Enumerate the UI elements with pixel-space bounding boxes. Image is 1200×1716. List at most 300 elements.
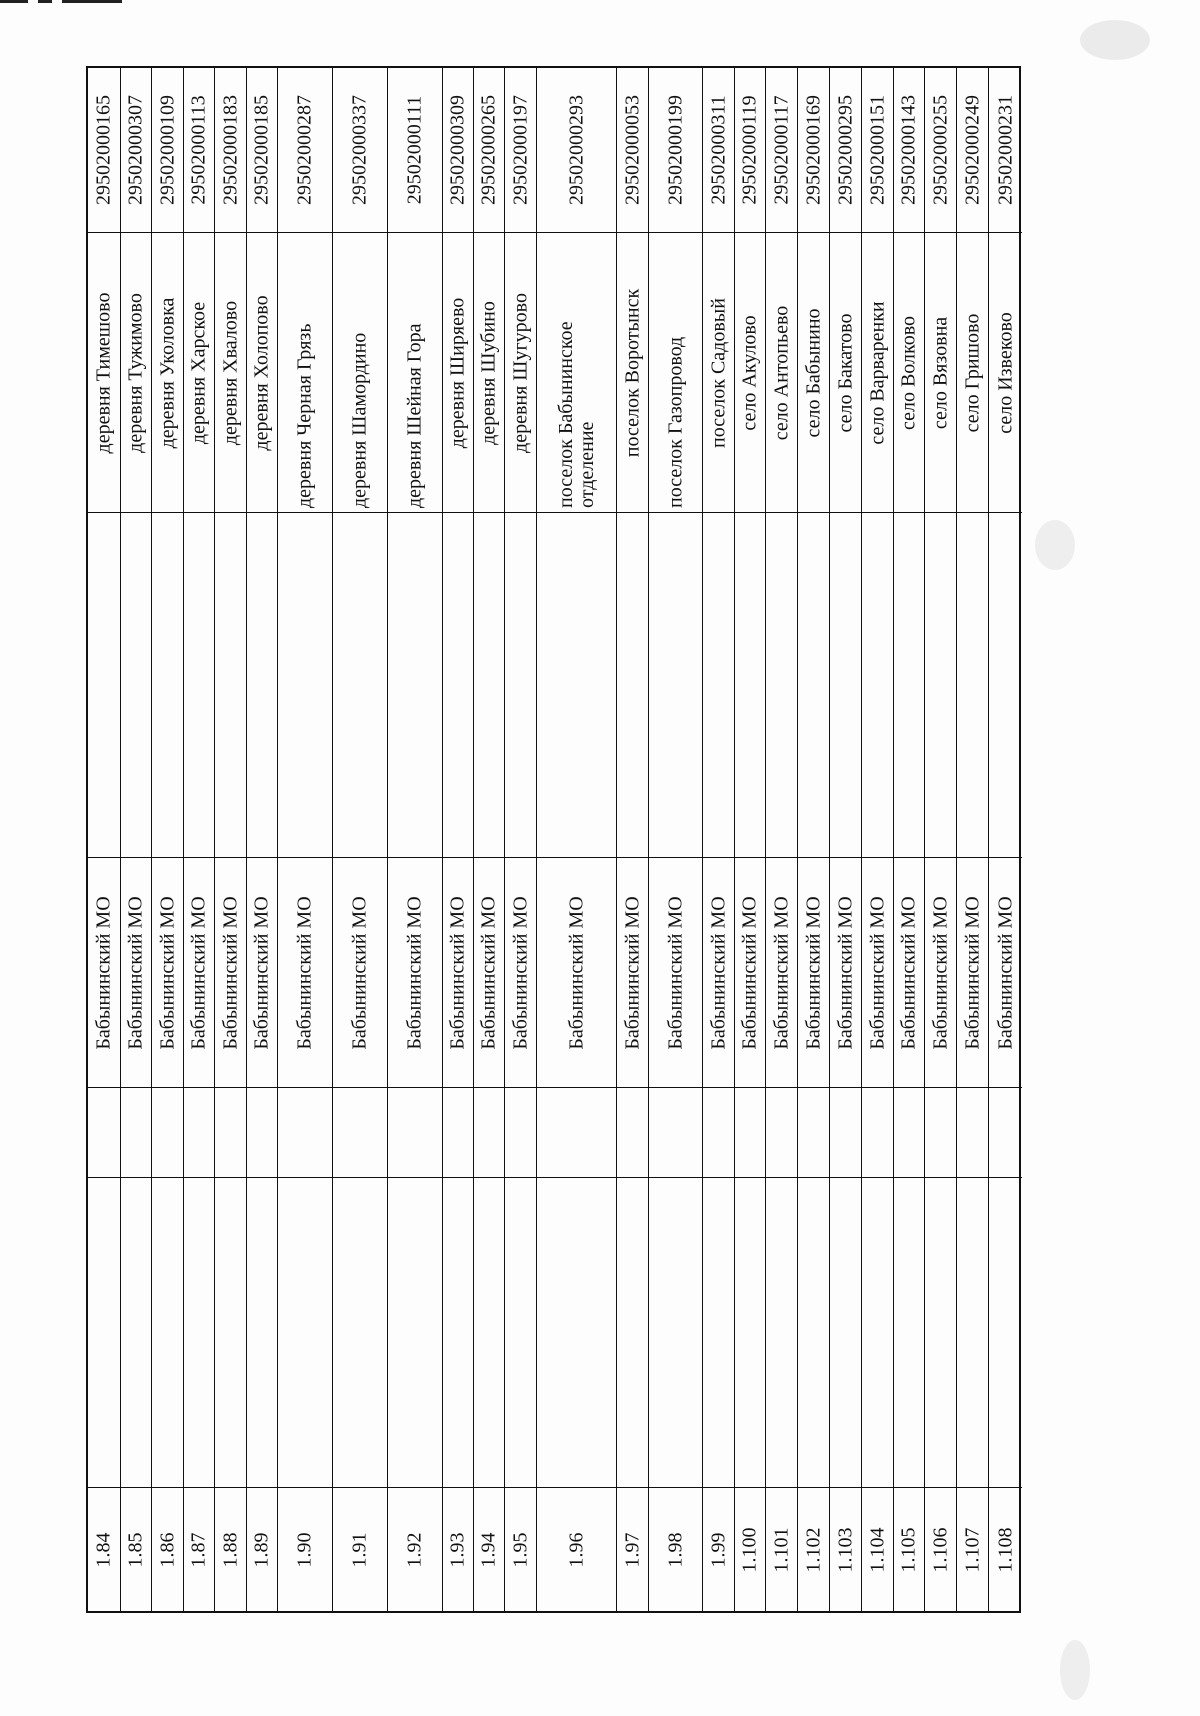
- cell-district-text: Бабынинский МО: [293, 895, 316, 1050]
- cell-empty: [505, 1178, 536, 1488]
- table-row: [798, 68, 830, 1611]
- cell-code: [247, 68, 277, 233]
- table-row: [474, 68, 505, 1611]
- table-row: [957, 68, 989, 1611]
- cell-empty: [617, 513, 648, 858]
- cell-empty: [925, 1178, 956, 1488]
- cell-empty: [894, 1178, 924, 1488]
- cell-num-text: 1.91: [348, 1532, 371, 1567]
- cell-code: [121, 68, 151, 233]
- cell-locality: [121, 233, 151, 513]
- cell-num: [247, 1488, 277, 1611]
- cell-num: [184, 1488, 214, 1611]
- cell-num-text: 1.99: [707, 1532, 729, 1567]
- table-row: [121, 68, 152, 1611]
- cell-locality-text: деревня Шубино: [477, 300, 500, 445]
- cell-num: [121, 1488, 151, 1611]
- cell-num-text: 1.108: [994, 1527, 1016, 1572]
- cell-code: [989, 68, 1022, 233]
- cell-district-text: Бабынинский МО: [565, 895, 587, 1050]
- cell-locality-text: село Гришово: [961, 313, 983, 432]
- cell-empty: [247, 1178, 277, 1488]
- cell-num-text: 1.107: [961, 1527, 983, 1572]
- cell-empty: [649, 1088, 702, 1178]
- scan-noise: [1080, 20, 1150, 60]
- cell-empty: [152, 1088, 183, 1178]
- cell-locality-text: деревня Шейная Гора: [403, 323, 426, 508]
- cell-num-text: 1.85: [124, 1532, 147, 1567]
- cell-locality: [215, 233, 246, 513]
- cell-empty: [537, 1178, 616, 1488]
- table-row: [989, 68, 1022, 1611]
- cell-num: [766, 1488, 797, 1611]
- cell-locality: [333, 233, 387, 513]
- cell-code-text: 29502000199: [664, 95, 686, 205]
- cell-locality: [766, 233, 797, 513]
- cell-empty: [474, 1178, 504, 1488]
- table-row: [735, 68, 766, 1611]
- cell-code: [88, 68, 120, 233]
- cell-num-text: 1.95: [509, 1532, 531, 1567]
- cell-empty: [333, 1088, 387, 1178]
- cell-district: [649, 858, 702, 1088]
- cell-num: [505, 1488, 536, 1611]
- cell-num: [957, 1488, 988, 1611]
- cell-empty: [121, 1178, 151, 1488]
- cell-empty: [957, 1178, 988, 1488]
- cell-code: [798, 68, 829, 233]
- cell-num-text: 1.88: [219, 1532, 241, 1567]
- cell-locality-text: деревня Харское: [187, 301, 210, 444]
- cell-district-text: Бабынинский МО: [446, 895, 469, 1050]
- cell-code-text: 29502000255: [929, 95, 951, 205]
- cell-empty: [957, 1088, 988, 1178]
- cell-empty: [735, 513, 765, 858]
- cell-empty: [894, 1088, 924, 1178]
- table-row: [925, 68, 957, 1611]
- cell-empty: [278, 513, 332, 858]
- cell-num-text: 1.100: [738, 1527, 761, 1572]
- cell-empty: [989, 1088, 1022, 1178]
- cell-num: [830, 1488, 861, 1611]
- cell-locality: [278, 233, 332, 513]
- cell-code: [333, 68, 387, 233]
- cell-code: [505, 68, 536, 233]
- table-row: [152, 68, 184, 1611]
- scan-edge-mark: [0, 0, 28, 3]
- cell-locality-text: село Вязовна: [929, 316, 951, 429]
- cell-num: [215, 1488, 246, 1611]
- cell-code-text: 29502000165: [92, 95, 115, 205]
- cell-empty: [989, 513, 1022, 858]
- cell-district-text: Бабынинский МО: [961, 895, 983, 1050]
- cell-empty: [88, 1088, 120, 1178]
- cell-num-text: 1.86: [156, 1532, 178, 1567]
- cell-locality-text: деревня Шамордино: [348, 332, 371, 508]
- cell-code-text: 29502000117: [770, 95, 792, 205]
- cell-locality-text: поселок Воротынск: [621, 288, 643, 457]
- table-row: [894, 68, 925, 1611]
- cell-district: [474, 858, 504, 1088]
- cell-empty: [703, 1088, 734, 1178]
- cell-num: [735, 1488, 765, 1611]
- cell-num: [925, 1488, 956, 1611]
- cell-empty: [766, 513, 797, 858]
- cell-num: [152, 1488, 183, 1611]
- cell-empty: [925, 1088, 956, 1178]
- cell-district: [505, 858, 536, 1088]
- cell-empty: [617, 1088, 648, 1178]
- cell-district: [278, 858, 332, 1088]
- cell-empty: [703, 513, 734, 858]
- cell-empty: [184, 1088, 214, 1178]
- table-row: [703, 68, 735, 1611]
- cell-locality-text: поселок Садовый: [707, 297, 729, 448]
- cell-empty: [830, 513, 861, 858]
- cell-code-text: 29502000231: [994, 95, 1016, 205]
- cell-code-text: 29502000307: [124, 95, 147, 205]
- cell-empty: [798, 513, 829, 858]
- cell-district: [957, 858, 988, 1088]
- table-row: [862, 68, 894, 1611]
- cell-empty: [278, 1178, 332, 1488]
- cell-code: [830, 68, 861, 233]
- cell-district: [388, 858, 442, 1088]
- cell-num-text: 1.87: [187, 1532, 210, 1567]
- cell-empty: [735, 1178, 765, 1488]
- cell-code: [735, 68, 765, 233]
- cell-code: [766, 68, 797, 233]
- cell-district: [830, 858, 861, 1088]
- cell-code: [474, 68, 504, 233]
- cell-code: [152, 68, 183, 233]
- cell-empty: [278, 1088, 332, 1178]
- locality-table: [86, 66, 1021, 1613]
- cell-code: [617, 68, 648, 233]
- cell-locality-text: деревня Тужимово: [124, 292, 147, 453]
- cell-locality-text: село Бакатово: [834, 313, 856, 432]
- cell-district: [766, 858, 797, 1088]
- cell-code-text: 29502000053: [621, 95, 643, 205]
- cell-empty: [957, 513, 988, 858]
- cell-code-text: 29502000265: [477, 95, 500, 205]
- cell-empty: [989, 1178, 1022, 1488]
- cell-num-text: 1.90: [293, 1532, 316, 1567]
- cell-empty: [443, 1178, 473, 1488]
- cell-district: [735, 858, 765, 1088]
- cell-district: [333, 858, 387, 1088]
- table-row: [537, 68, 617, 1611]
- cell-code: [649, 68, 702, 233]
- cell-locality: [617, 233, 648, 513]
- cell-empty: [184, 513, 214, 858]
- cell-code-text: 29502000169: [802, 95, 824, 205]
- table-row: [247, 68, 278, 1611]
- cell-empty: [215, 1088, 246, 1178]
- cell-code-text: 29502000151: [866, 95, 888, 205]
- cell-district-text: Бабынинский МО: [250, 895, 273, 1050]
- cell-empty: [862, 1178, 893, 1488]
- cell-num-text: 1.104: [866, 1527, 888, 1572]
- cell-empty: [88, 513, 120, 858]
- cell-locality-text: деревня Тимешово: [92, 292, 115, 453]
- cell-code: [215, 68, 246, 233]
- cell-num-text: 1.101: [770, 1527, 792, 1572]
- cell-empty: [121, 1088, 151, 1178]
- cell-code: [703, 68, 734, 233]
- cell-num: [894, 1488, 924, 1611]
- cell-empty: [798, 1178, 829, 1488]
- cell-num-text: 1.102: [802, 1527, 824, 1572]
- table-row: [649, 68, 703, 1611]
- cell-district-text: Бабынинский МО: [802, 895, 824, 1050]
- cell-empty: [766, 1088, 797, 1178]
- cell-num: [388, 1488, 442, 1611]
- cell-num-text: 1.98: [664, 1532, 686, 1567]
- cell-empty: [537, 1088, 616, 1178]
- cell-district-text: Бабынинский МО: [509, 895, 531, 1050]
- cell-district-text: Бабынинский МО: [219, 895, 241, 1050]
- cell-locality-text: поселок Бабынинское отделение: [554, 320, 598, 508]
- cell-empty: [388, 1088, 442, 1178]
- cell-num: [649, 1488, 702, 1611]
- cell-locality: [830, 233, 861, 513]
- scan-noise: [1060, 1640, 1090, 1700]
- cell-district: [989, 858, 1022, 1088]
- cell-num-text: 1.105: [897, 1527, 920, 1572]
- cell-empty: [862, 513, 893, 858]
- table-row: [505, 68, 537, 1611]
- cell-locality: [443, 233, 473, 513]
- cell-locality: [474, 233, 504, 513]
- cell-locality-text: деревня Черная Грязь: [293, 323, 316, 508]
- cell-empty: [474, 1088, 504, 1178]
- cell-district-text: Бабынинский МО: [477, 895, 500, 1050]
- cell-num-text: 1.84: [92, 1532, 115, 1567]
- cell-code-text: 29502000109: [156, 95, 178, 205]
- scan-edge-mark: [62, 0, 122, 3]
- cell-code: [278, 68, 332, 233]
- cell-code-text: 29502000111: [403, 95, 426, 205]
- cell-num: [537, 1488, 616, 1611]
- table-row: [215, 68, 247, 1611]
- cell-code-text: 29502000295: [834, 95, 856, 205]
- table-row: [278, 68, 333, 1611]
- cell-code: [388, 68, 442, 233]
- cell-empty: [649, 513, 702, 858]
- cell-code-text: 29502000309: [446, 95, 469, 205]
- cell-num: [617, 1488, 648, 1611]
- cell-district-text: Бабынинский МО: [770, 895, 792, 1050]
- cell-district: [862, 858, 893, 1088]
- cell-district: [925, 858, 956, 1088]
- cell-locality: [894, 233, 924, 513]
- cell-empty: [333, 1178, 387, 1488]
- cell-empty: [798, 1088, 829, 1178]
- cell-district-text: Бабынинский МО: [664, 895, 686, 1050]
- cell-num-text: 1.94: [477, 1532, 500, 1567]
- cell-num-text: 1.92: [403, 1532, 426, 1567]
- cell-empty: [388, 1178, 442, 1488]
- cell-empty: [152, 513, 183, 858]
- cell-code-text: 29502000113: [187, 95, 210, 205]
- cell-district-text: Бабынинский МО: [834, 895, 856, 1050]
- cell-empty: [617, 1178, 648, 1488]
- cell-code-text: 29502000143: [897, 95, 920, 205]
- cell-num-text: 1.89: [250, 1532, 273, 1567]
- cell-empty: [247, 1088, 277, 1178]
- cell-locality: [152, 233, 183, 513]
- cell-code: [957, 68, 988, 233]
- scan-edge-mark: [38, 0, 52, 3]
- cell-district-text: Бабынинский МО: [994, 895, 1016, 1050]
- cell-locality-text: деревня Ширяево: [446, 297, 469, 448]
- cell-empty: [537, 513, 616, 858]
- cell-district: [537, 858, 616, 1088]
- cell-district-text: Бабынинский МО: [866, 895, 888, 1050]
- cell-district-text: Бабынинский МО: [348, 895, 371, 1050]
- cell-num-text: 1.103: [834, 1527, 856, 1572]
- cell-code-text: 29502000311: [707, 95, 729, 205]
- cell-empty: [88, 1178, 120, 1488]
- cell-district-text: Бабынинский МО: [738, 895, 761, 1050]
- cell-num: [703, 1488, 734, 1611]
- cell-locality: [798, 233, 829, 513]
- cell-num: [474, 1488, 504, 1611]
- cell-locality-text: село Антопьево: [770, 305, 792, 440]
- cell-empty: [649, 1178, 702, 1488]
- cell-num: [278, 1488, 332, 1611]
- cell-code: [894, 68, 924, 233]
- cell-empty: [703, 1178, 734, 1488]
- cell-code-text: 29502000293: [565, 95, 587, 205]
- cell-empty: [152, 1178, 183, 1488]
- table-row: [443, 68, 474, 1611]
- cell-num: [88, 1488, 120, 1611]
- cell-empty: [894, 513, 924, 858]
- cell-empty: [333, 513, 387, 858]
- cell-locality-text: село Извеково: [994, 311, 1016, 434]
- cell-locality-text: поселок Газопровод: [664, 336, 686, 508]
- cell-empty: [215, 513, 246, 858]
- cell-empty: [505, 1088, 536, 1178]
- cell-locality-text: село Волково: [897, 315, 920, 430]
- cell-empty: [121, 513, 151, 858]
- cell-empty: [862, 1088, 893, 1178]
- cell-district: [215, 858, 246, 1088]
- cell-district: [798, 858, 829, 1088]
- cell-code: [862, 68, 893, 233]
- cell-locality: [862, 233, 893, 513]
- cell-locality: [388, 233, 442, 513]
- cell-locality: [925, 233, 956, 513]
- cell-empty: [388, 513, 442, 858]
- table-row: [333, 68, 388, 1611]
- cell-locality-text: село Варваренки: [866, 300, 888, 445]
- cell-code-text: 29502000197: [509, 95, 531, 205]
- cell-locality: [537, 233, 616, 513]
- cell-empty: [830, 1178, 861, 1488]
- cell-locality: [957, 233, 988, 513]
- cell-code-text: 29502000183: [219, 95, 241, 205]
- cell-district-text: Бабынинский МО: [621, 895, 643, 1050]
- cell-district-text: Бабынинский МО: [92, 895, 115, 1050]
- cell-num-text: 1.106: [929, 1527, 951, 1572]
- cell-district-text: Бабынинский МО: [707, 895, 729, 1050]
- cell-locality-text: деревня Холопово: [250, 294, 273, 451]
- cell-num: [333, 1488, 387, 1611]
- cell-district: [443, 858, 473, 1088]
- cell-code: [925, 68, 956, 233]
- cell-empty: [925, 513, 956, 858]
- cell-num: [798, 1488, 829, 1611]
- cell-empty: [184, 1178, 214, 1488]
- cell-locality: [989, 233, 1022, 513]
- cell-district-text: Бабынинский МО: [403, 895, 426, 1050]
- cell-num-text: 1.97: [621, 1532, 643, 1567]
- cell-code-text: 29502000249: [961, 95, 983, 205]
- cell-locality-text: село Акулово: [738, 314, 761, 431]
- cell-code: [443, 68, 473, 233]
- cell-empty: [474, 513, 504, 858]
- cell-district-text: Бабынинский МО: [929, 895, 951, 1050]
- table-row: [766, 68, 798, 1611]
- cell-num-text: 1.96: [565, 1532, 587, 1567]
- cell-num: [443, 1488, 473, 1611]
- cell-num-text: 1.93: [446, 1532, 469, 1567]
- cell-empty: [735, 1088, 765, 1178]
- cell-code: [537, 68, 616, 233]
- cell-empty: [443, 1088, 473, 1178]
- cell-district: [894, 858, 924, 1088]
- table-row: [830, 68, 862, 1611]
- cell-code-text: 29502000337: [348, 95, 371, 205]
- cell-empty: [830, 1088, 861, 1178]
- cell-locality-text: деревня Уколовка: [156, 297, 178, 448]
- scan-noise: [1035, 520, 1075, 570]
- cell-locality: [505, 233, 536, 513]
- cell-empty: [443, 513, 473, 858]
- cell-locality: [703, 233, 734, 513]
- cell-empty: [215, 1178, 246, 1488]
- cell-district: [247, 858, 277, 1088]
- cell-district: [617, 858, 648, 1088]
- cell-district: [703, 858, 734, 1088]
- cell-locality: [649, 233, 702, 513]
- cell-locality-text: деревня Хвалово: [219, 300, 241, 445]
- cell-code-text: 29502000185: [250, 95, 273, 205]
- cell-code-text: 29502000119: [738, 95, 761, 205]
- cell-empty: [247, 513, 277, 858]
- table-row: [184, 68, 215, 1611]
- cell-district: [152, 858, 183, 1088]
- cell-district: [121, 858, 151, 1088]
- table-row: [388, 68, 443, 1611]
- cell-code-text: 29502000287: [293, 95, 316, 205]
- cell-empty: [766, 1178, 797, 1488]
- cell-num: [862, 1488, 893, 1611]
- cell-locality-text: село Бабынино: [802, 307, 824, 438]
- cell-district-text: Бабынинский МО: [156, 895, 178, 1050]
- cell-district-text: Бабынинский МО: [124, 895, 147, 1050]
- cell-district: [88, 858, 120, 1088]
- cell-empty: [505, 513, 536, 858]
- cell-num: [989, 1488, 1022, 1611]
- cell-locality: [247, 233, 277, 513]
- cell-district-text: Бабынинский МО: [187, 895, 210, 1050]
- cell-district-text: Бабынинский МО: [897, 895, 920, 1050]
- cell-locality-text: деревня Шугурово: [509, 292, 531, 453]
